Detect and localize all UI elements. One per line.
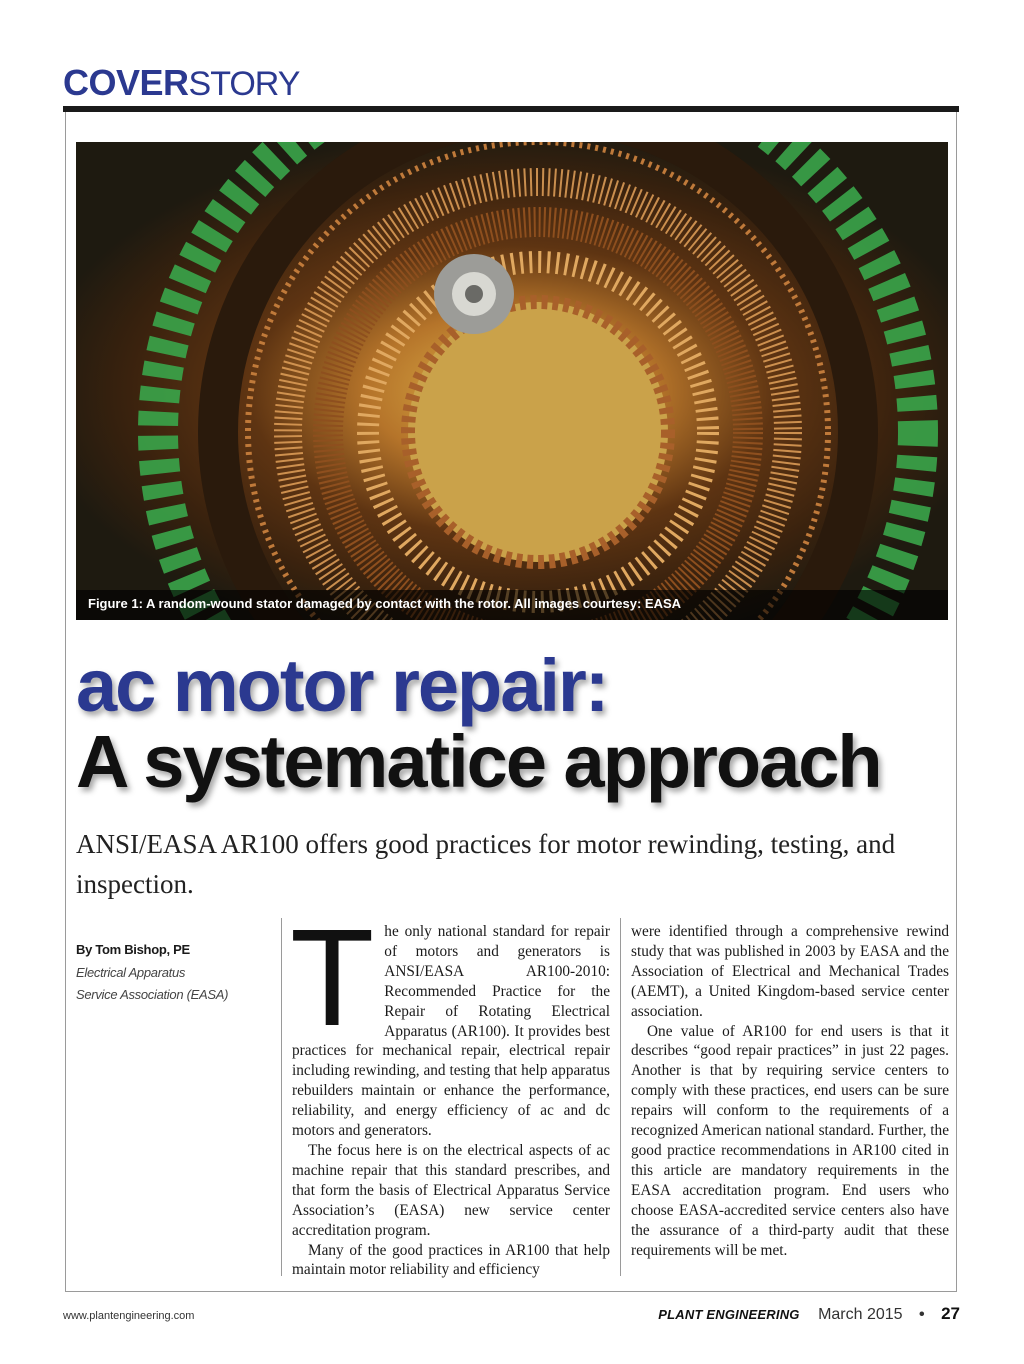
hero-photo (76, 142, 948, 620)
body-paragraph: The focus here is on the electrical aspects of ac machine repair that this standard prescribes, and that form the basis of Electrical Apparatus Service Association’s (EASA) new service center accreditation program. (292, 1141, 610, 1239)
footer-separator: • (919, 1306, 925, 1323)
drop-cap: T (290, 901, 375, 1055)
section-label (63, 62, 299, 104)
byline-author: By Tom Bishop, PE (76, 942, 190, 957)
column-divider-left (281, 918, 282, 1276)
figure-caption: Figure 1: A random-wound stator damaged by contact with the rotor. All images courtesy: EASA (88, 596, 682, 611)
footer-folio (658, 1304, 960, 1324)
body-paragraph: were identified through a comprehensive rewind study that was published in 2003 by EASA and the Association of Electrical and Mechanical Trades (AEMT), a United Kingdom-based service center association. (631, 923, 949, 1020)
byline-org-line1: Electrical Apparatus (76, 965, 186, 980)
page-number: 27 (941, 1304, 960, 1323)
byline-org (76, 962, 271, 1006)
body-paragraph: One value of AR100 for end users is that it describes “good repair practices” in just 22 pages. Another is that by requiring service centers to comply with these practices, end users can be sure repairs will conform to the requirements of a recognized American national standard. Further, the good practice recommendations in AR100 cited in this article are mandatory requirements in the EASA accreditation program. End users who choose EASA-accredited service centers also have the assurance of a third-party audit that these requirements will be met. (631, 1022, 949, 1259)
caption-bar (76, 590, 948, 620)
section-label-light: STORY (188, 65, 300, 103)
section-label-bold: COVER (63, 62, 189, 103)
deck: ANSI/EASA AR100 offers good practices for motor rewinding, testing, and inspection. (76, 829, 896, 899)
body-column-2 (631, 922, 949, 1260)
byline (76, 942, 271, 1006)
publication-name: PLANT ENGINEERING (658, 1307, 800, 1322)
body-paragraph (290, 901, 610, 1141)
column-divider (620, 918, 621, 1276)
body-text: he only national standard for repair of motors and generators is ANSI/EASA AR100-2010: Recommended Practice for the Repair of Rotating Electrical Apparatus (AR100). It provides best practices for mechanical repair, electrical repair including rewinding, and testing that help apparatus rebuilders maintain or enhance the performance, reliability, and energy efficiency of ac and dc motors and generators. (292, 923, 610, 1140)
body-paragraph: Many of the good practices in AR100 that help maintain motor reliability and efficiency (292, 1241, 610, 1279)
headline-line1: ac motor repair: (76, 644, 608, 727)
byline-org-line2: Service Association (EASA) (76, 987, 229, 1002)
body-column-1 (290, 901, 610, 1280)
issue-date: March 2015 (818, 1306, 903, 1323)
headline-line2: A systematice approach (76, 720, 881, 803)
footer-url: www.plantengineering.com (63, 1310, 195, 1322)
stator-illustration (76, 142, 948, 620)
